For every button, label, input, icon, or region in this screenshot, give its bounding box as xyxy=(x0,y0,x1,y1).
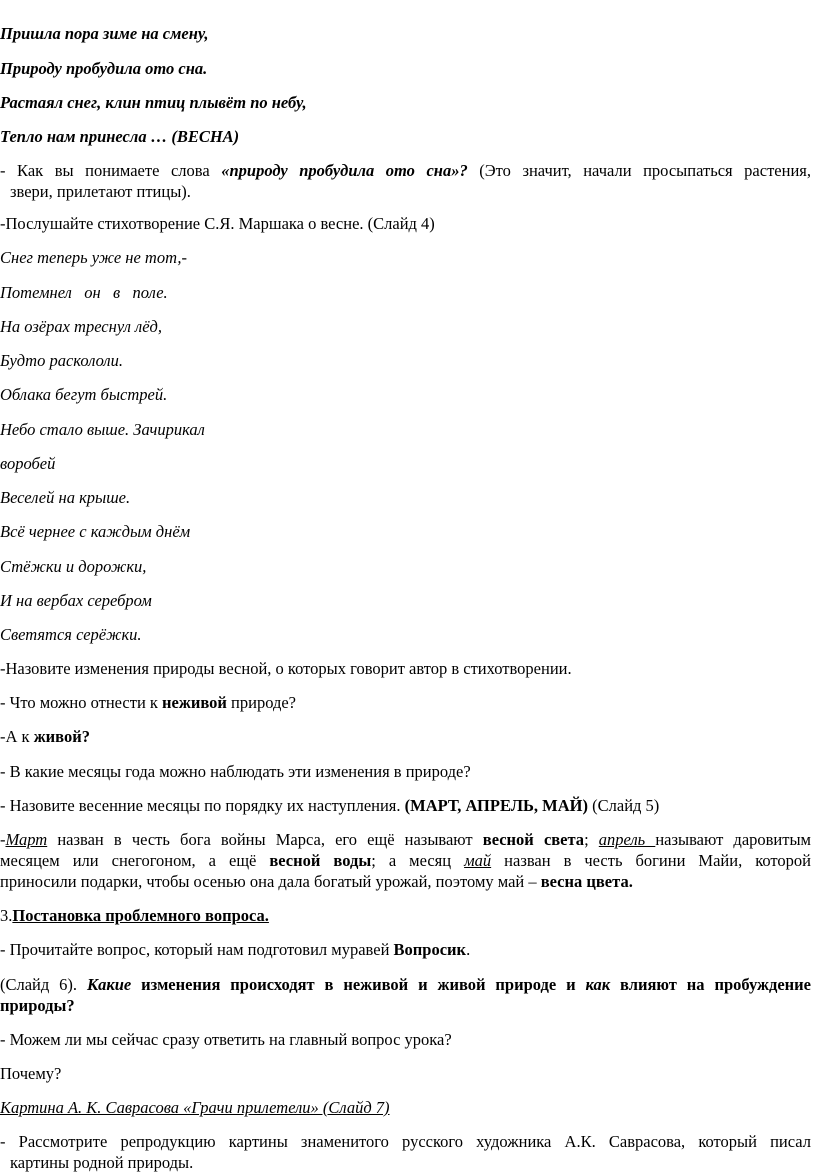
question-nonliving-bold: неживой xyxy=(162,693,227,712)
riddle-line-3: Растаял снег, клин птиц плывёт по небу, xyxy=(0,93,307,112)
listen-instruction: -Послушайте стихотворение С.Я. Маршака о весне. (Слайд 4) xyxy=(0,214,435,233)
poem-line-5: Облака бегут быстрей. xyxy=(0,385,168,404)
section-3-title: Постановка проблемного вопроса. xyxy=(12,906,269,925)
month-april: апрель xyxy=(598,830,656,849)
read-question-prefix: - Прочитайте вопрос, который нам подготовил муравей xyxy=(0,940,394,959)
poem-line-12: Светятся серёжки. xyxy=(0,625,142,644)
slide-6-keyword-how: как xyxy=(585,975,611,994)
slide-6-question-line-2: природы? xyxy=(0,996,75,1015)
question-answer-now: - Можем ли мы сейчас сразу ответить на главный вопрос урока? xyxy=(0,1030,452,1049)
months-bold-spring-bloom: весна цвета. xyxy=(540,872,633,891)
question-nonliving-suffix: природе? xyxy=(226,693,297,712)
question-changes: -Назовите изменения природы весной, о которых говорит автор в стихотворении. xyxy=(0,659,572,678)
poem-line-8: Веселей на крыше. xyxy=(0,488,131,507)
months-text-1: назван в честь бога войны Марса, его ещё называют xyxy=(47,830,483,849)
months-text-3: называют даровитым xyxy=(655,830,812,849)
poem-line-2: Потемнел он в поле. xyxy=(0,283,168,302)
painting-caption: Картина А. К. Саврасова «Грачи прилетели» (Слайд 7) xyxy=(0,1098,390,1117)
riddle-line-2: Природу пробудила ото сна. xyxy=(0,59,208,78)
question-phrase-quote: «природу пробудила ото сна»? xyxy=(221,161,468,180)
question-why: Почему? xyxy=(0,1064,62,1083)
months-line2-a: месяцем или снегогоном, а ещё xyxy=(0,851,270,870)
months-line2-c: назван в честь богини Майи, которой xyxy=(491,851,812,870)
months-paragraph-line-2 xyxy=(0,851,811,871)
question-phrase-line-2: звери, прилетают птицы). xyxy=(10,182,191,201)
poem-line-9: Всё чернее с каждым днём xyxy=(0,522,191,541)
question-order-suffix: (Слайд 5) xyxy=(588,796,660,815)
month-may: май xyxy=(464,851,492,870)
slide-6-text-1: изменения происходят в неживой и живой природе и xyxy=(131,975,586,994)
month-march: Март xyxy=(5,830,48,849)
months-bold-spring-light: весной света xyxy=(482,830,585,849)
riddle-line-1: Пришла пора зиме на смену, xyxy=(0,24,209,43)
months-paragraph-line-1 xyxy=(0,830,811,850)
slide-6-prefix: (Слайд 6). xyxy=(0,975,87,994)
question-order-prefix: - Назовите весенние месяцы по порядку их наступления. xyxy=(0,796,405,815)
question-order-bold: (МАРТ, АПРЕЛЬ, МАЙ) xyxy=(404,796,589,815)
poem-line-4: Будто раскололи. xyxy=(0,351,124,370)
question-phrase-prefix: - Как вы понимаете слова xyxy=(0,161,222,180)
read-question-suffix: . xyxy=(466,940,471,959)
poem-line-6: Небо стало выше. Зачирикал xyxy=(0,420,205,439)
section-3-heading xyxy=(0,906,269,926)
riddle-line-4: Тепло нам принесла … (ВЕСНА) xyxy=(0,127,240,146)
question-order xyxy=(0,796,659,816)
question-phrase-answer: (Это значит, начали просыпаться растения, xyxy=(467,161,811,180)
months-line3-a: приносили подарки, чтобы осенью она дала богатый урожай, поэтому май – xyxy=(0,872,541,891)
months-paragraph-line-3 xyxy=(0,872,633,892)
slide-6-keyword-which: Какие xyxy=(86,975,132,994)
months-dash: - xyxy=(0,830,6,849)
read-question-bold: Вопросик xyxy=(393,940,467,959)
question-living-bold: живой? xyxy=(33,727,90,746)
question-nonliving-prefix: - Что можно отнести к xyxy=(0,693,163,712)
consider-instruction-line-2: картины родной природы. xyxy=(10,1153,194,1172)
poem-line-7: воробей xyxy=(0,454,56,473)
question-living-prefix: -А к xyxy=(0,727,34,746)
poem-line-11: И на вербах серебром xyxy=(0,591,152,610)
months-text-2: ; xyxy=(584,830,599,849)
section-3-number: 3. xyxy=(0,906,13,925)
question-nonliving xyxy=(0,693,296,713)
slide-6-question-line-1 xyxy=(0,975,811,995)
consider-instruction-line-1: - Рассмотрите репродукцию картины знаменитого русского художника А.К. Саврасова, который писал xyxy=(0,1132,811,1151)
poem-line-1: Снег теперь уже не тот,- xyxy=(0,248,188,267)
slide-6-text-2: влияют на пробуждение xyxy=(610,975,811,994)
months-line2-b: ; а месяц xyxy=(371,851,465,870)
months-bold-spring-water: весной воды xyxy=(269,851,372,870)
poem-line-10: Стёжки и дорожки, xyxy=(0,557,147,576)
poem-line-3: На озёрах треснул лёд, xyxy=(0,317,163,336)
question-phrase-line-1 xyxy=(0,161,811,181)
question-months: - В какие месяцы года можно наблюдать эти изменения в природе? xyxy=(0,762,471,781)
read-question-instruction xyxy=(0,940,470,960)
question-living xyxy=(0,727,90,747)
